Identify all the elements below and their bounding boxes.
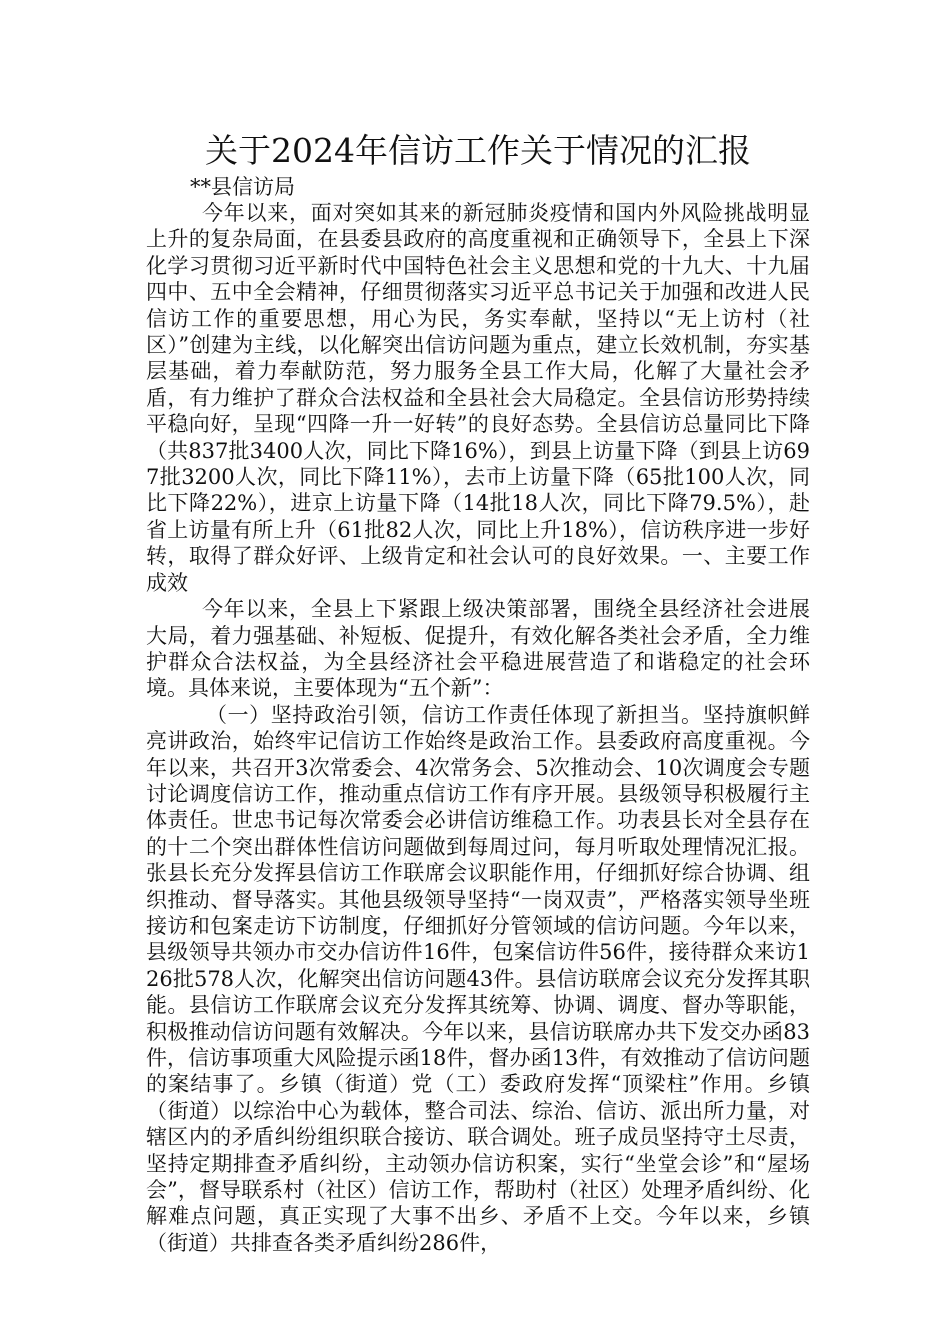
document-page — [146, 128, 810, 1256]
document-author: **县信访局 — [190, 175, 295, 199]
paragraph-intro: 今年以来，面对突如其来的新冠肺炎疫情和国内外风险挑战明显上升的复杂局面，在县委县政府的高度重视和正确领导下，全县上下深化学习贯彻习近平新时代中国特色社会主义思想和党的十九大、十九届四中、五中全会精神，仔细贯彻落实习近平总书记关于加强和改进人民信访工作的重要思想，用心为民，务实奉献，坚持以“无上访村（社区）”创建为主线，以化解突出信访问题为重点，建立长效机制，夯实基层基础，着力奉献防范，努力服务全县工作大局，化解了大量社会矛盾，有力维护了群众合法权益和全县社会大局稳定。全县信访形势持续平稳向好，呈现“四降一升一好转”的良好态势。全县信访总量同比下降（共837批3400人次，同比下降16%），到县上访量下降（到县上访697批3200人次，同比下降11%），去市上访量下降（65批100人次，同比下降22%），进京上访量下降（14批18人次，同比下降79.5%），赴省上访量有所上升（61批82人次，同比上升18%），信访秩序进一步好转，取得了群众好评、上级肯定和社会认可的良好效果。一、主要工作成效 — [146, 201, 810, 595]
document-title: 关于2024年信访工作关于情况的汇报 — [205, 131, 751, 170]
paragraph-section-one: （一）坚持政治引领，信访工作责任体现了新担当。坚持旗帜鲜亮讲政治，始终牢记信访工作始终是政治工作。县委政府高度重视。今年以来，共召开3次常委会、4次常务会、5次推动会、10次调度会专题讨论调度信访工作，推动重点信访工作有序开展。县级领导积极履行主体责任。世忠书记每次常委会必讲信访维稳工作。功表县长对全县存在的十二个突出群体性信访问题做到每周过问，每月听取处理情况汇报。张县长充分发挥县信访工作联席会议职能作用，仔细抓好综合协调、组织推动、督导落实。其他县级领导坚持“一岗双责”，严格落实领导坐班接访和包案走访下访制度，仔细抓好分管领域的信访问题。今年以来，县级领导共领办市交办信访件16件，包案信访件56件，接待群众来访126批578人次，化解突出信访问题43件。县信访联席会议充分发挥其职能。县信访工作联席会议充分发挥其统筹、协调、调度、督办等职能，积极推动信访问题有效解决。今年以来，县信访联席办共下发交办函83件，信访事项重大风险提示函18件，督办函13件，有效推动了信访问题的案结事了。乡镇（街道）党（工）委政府发挥“顶梁柱”作用。乡镇（街道）以综治中心为载体，整合司法、综治、信访、派出所力量，对辖区内的矛盾纠纷组织联合接访、联合调处。班子成员坚持守土尽责，坚持定期排查矛盾纠纷，主动领办信访积案，实行“坐堂会诊”和“屋场会”，督导联系村（社区）信访工作，帮助村（社区）处理矛盾纠纷、化解难点问题，真正实现了大事不出乡、矛盾不上交。今年以来，乡镇（街道）共排查各类矛盾纠纷286件， — [146, 702, 810, 1255]
paragraph-overview: 今年以来，全县上下紧跟上级决策部署，围绕全县经济社会进展大局，着力强基础、补短板、促提升，有效化解各类社会矛盾，全力维护群众合法权益，为全县经济社会平稳进展营造了和谐稳定的社会环境。具体来说，主要体现为“五个新”： — [146, 597, 810, 701]
